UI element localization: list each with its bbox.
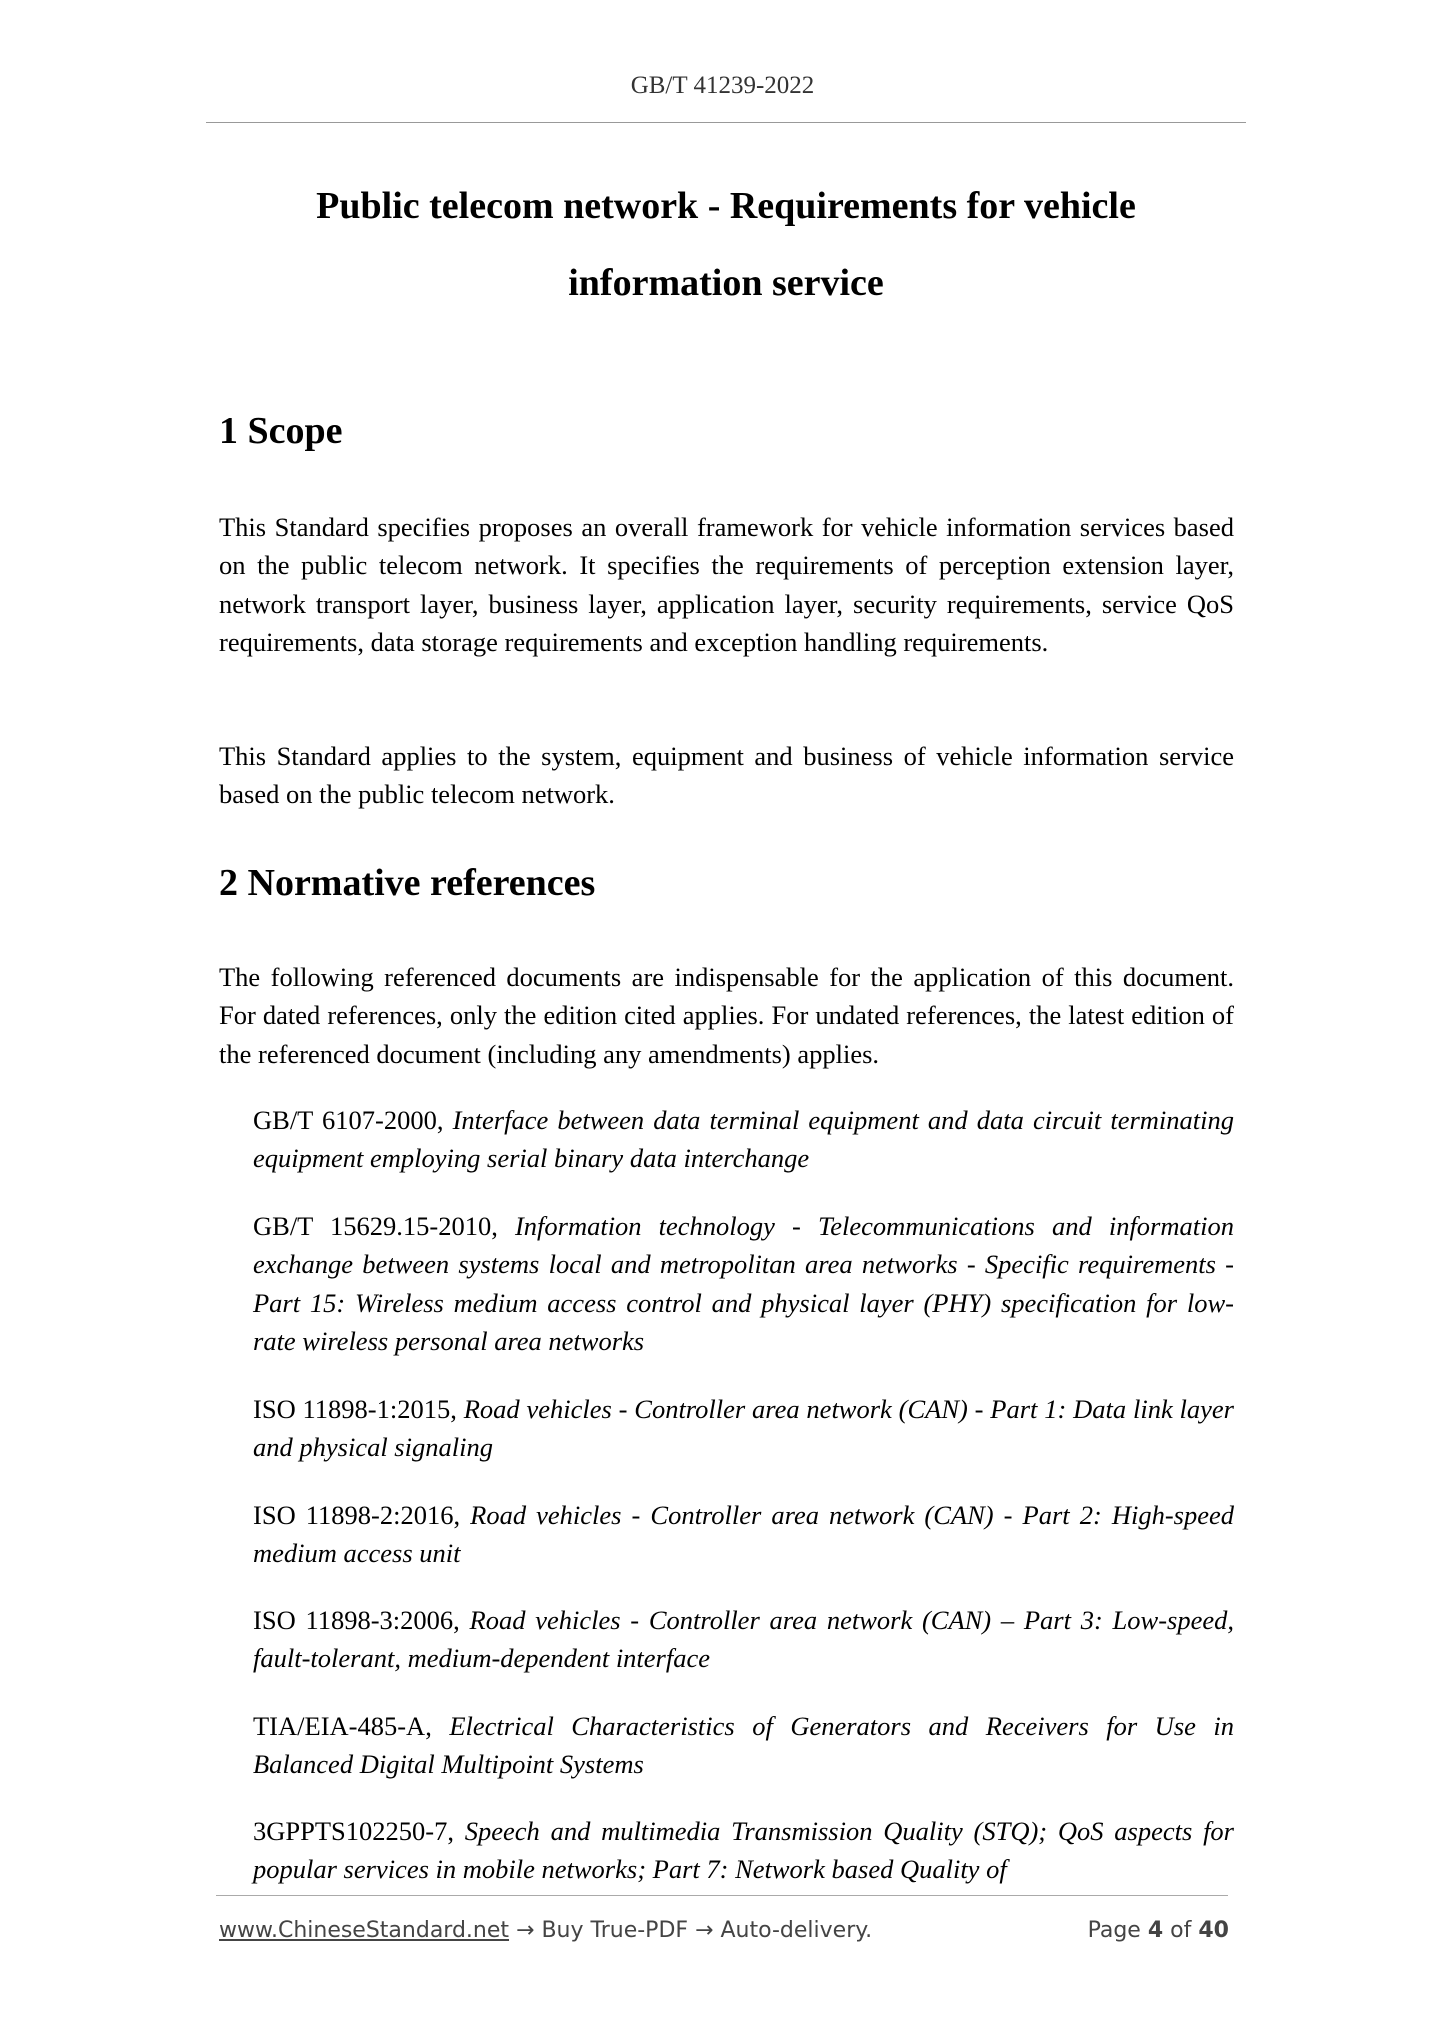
- reference-title: Electrical Characteristics of Generators and Receivers for Use in Balanced Digital Multipoint Systems: [253, 1711, 1234, 1780]
- scope-paragraph-2: This Standard applies to the system, equipment and business of vehicle information service based on the public telecom network.: [219, 741, 1234, 810]
- section-heading-normative-references: 2 Normative references: [219, 862, 596, 904]
- reference-item: [253, 1207, 1234, 1360]
- reference-code: GB/T 15629.15-2010,: [253, 1211, 515, 1241]
- reference-code: ISO 11898-3:2006,: [253, 1605, 470, 1635]
- reference-item: [253, 1101, 1234, 1178]
- site-link[interactable]: www.ChineseStandard.net: [219, 1918, 510, 1943]
- current-page-number: 4: [1147, 1918, 1164, 1943]
- reference-code: 3GPPTS102250-7,: [253, 1816, 465, 1846]
- reference-code: ISO 11898-2:2016,: [253, 1500, 471, 1530]
- running-header-code: GB/T 41239-2022: [630, 72, 815, 99]
- page-indicator: [1088, 1918, 1229, 1943]
- scope-paragraph-1: This Standard specifies proposes an overall framework for vehicle information services based on the public telecom network. It specifies the requirements of perception extension layer, network transport layer, business layer, application layer, security requirements, service QoS requirements, data storage requirements and exception handling requirements.: [219, 512, 1234, 657]
- title-line-2: information service: [568, 262, 884, 304]
- reference-item: [253, 1390, 1234, 1467]
- reference-title: Road vehicles - Controller area network (CAN) – Part 3: Low-speed, fault-tolerant, medium-dependent interface: [253, 1605, 1234, 1674]
- reference-title: Information technology - Telecommunications and information exchange between systems local and metropolitan area networks - Specific requirements - Part 15: Wireless medium access control and physical layer (PHY) specification for low-rate wireless personal area networks: [253, 1211, 1234, 1356]
- of-label: of: [1170, 1918, 1192, 1943]
- buy-pdf-text: Buy True-PDF: [541, 1918, 689, 1943]
- arrow-right-icon: →: [695, 1918, 714, 1943]
- header-divider: [206, 122, 1246, 123]
- title-line-1: Public telecom network - Requirements for vehicle: [316, 185, 1136, 227]
- reference-code: GB/T 6107-2000,: [253, 1105, 453, 1135]
- reference-code: TIA/EIA-485-A,: [253, 1711, 450, 1741]
- page-footer: [219, 1918, 1229, 1950]
- total-page-count: 40: [1198, 1918, 1229, 1943]
- reference-title: Interface between data terminal equipment and data circuit terminating equipment employing serial binary data interchange: [253, 1105, 1234, 1174]
- reference-item: [253, 1496, 1234, 1573]
- reference-item: [253, 1812, 1234, 1889]
- page-label: Page: [1087, 1918, 1141, 1943]
- reference-title: Speech and multimedia Transmission Quality (STQ); QoS aspects for popular services in mobile networks; Part 7: Network based Quality of: [253, 1816, 1234, 1885]
- section-heading-scope: 1 Scope: [219, 410, 343, 452]
- footer-promo: [219, 1918, 872, 1943]
- document-title: [206, 168, 1246, 322]
- footer-divider: [216, 1895, 1228, 1896]
- arrow-right-icon: →: [516, 1918, 535, 1943]
- normative-intro-paragraph: The following referenced documents are indispensable for the application of this document. For dated references, only the edition cited applies. For undated references, the latest edition of the referenced document (including any amendments) applies.: [219, 962, 1234, 1069]
- reference-code: ISO 11898-1:2015,: [253, 1394, 464, 1424]
- reference-item: [253, 1601, 1234, 1678]
- reference-title: Road vehicles - Controller area network (CAN) - Part 1: Data link layer and physical signaling: [253, 1394, 1234, 1463]
- reference-item: [253, 1707, 1234, 1784]
- auto-delivery-text: Auto-delivery.: [720, 1918, 873, 1943]
- reference-title: Road vehicles - Controller area network (CAN) - Part 2: High-speed medium access unit: [253, 1500, 1235, 1569]
